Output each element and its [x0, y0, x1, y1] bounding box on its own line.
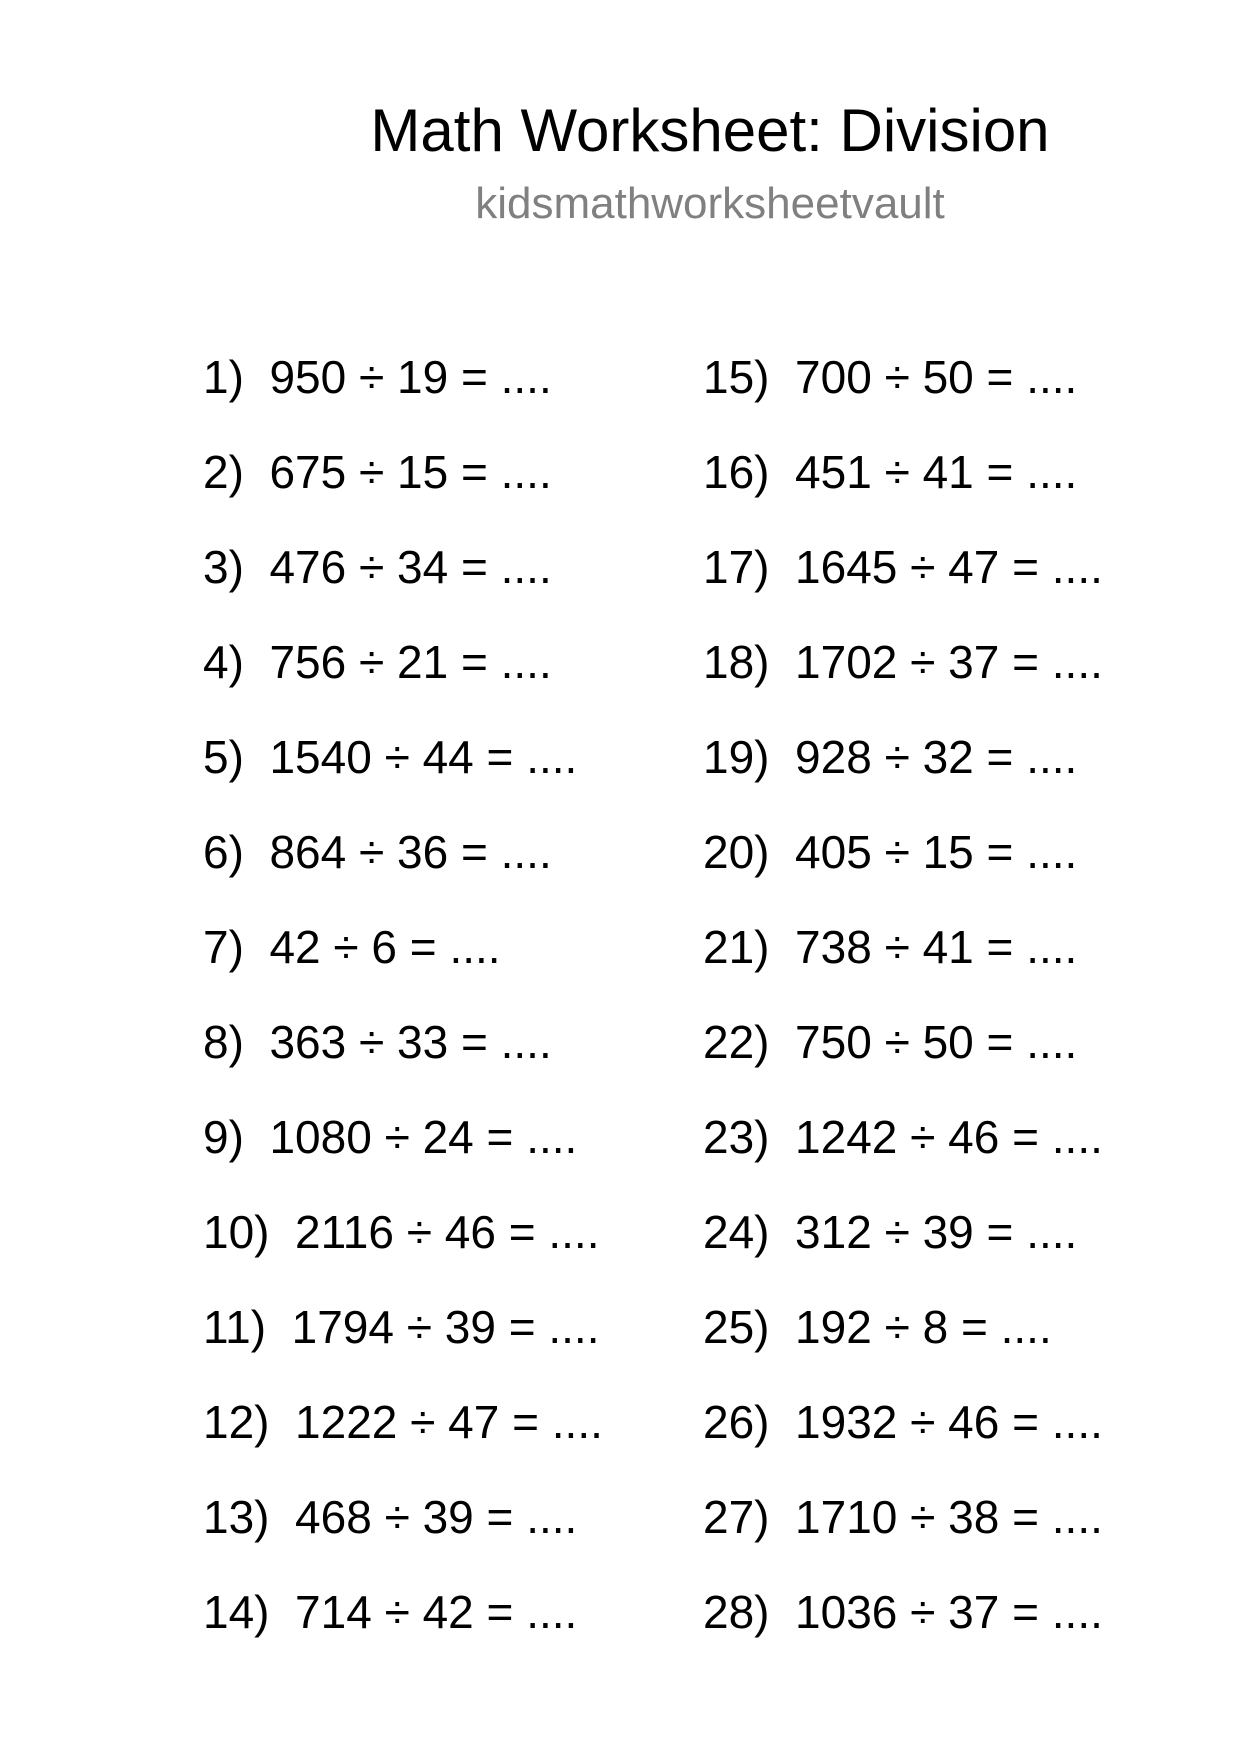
problem-item: 11) 1794 ÷ 39 = .... — [203, 1301, 600, 1353]
problem-item: 16) 451 ÷ 41 = .... — [703, 446, 1078, 498]
problem-item: 2) 675 ÷ 15 = .... — [203, 446, 552, 498]
problem-item: 17) 1645 ÷ 47 = .... — [703, 541, 1103, 593]
problem-item: 26) 1932 ÷ 46 = .... — [703, 1396, 1103, 1448]
problem-item: 5) 1540 ÷ 44 = .... — [203, 731, 578, 783]
problem-item: 10) 2116 ÷ 46 = .... — [203, 1206, 600, 1258]
problem-item: 20) 405 ÷ 15 = .... — [703, 826, 1078, 878]
problem-item: 4) 756 ÷ 21 = .... — [203, 636, 552, 688]
problem-item: 27) 1710 ÷ 38 = .... — [703, 1491, 1103, 1543]
problem-item: 8) 363 ÷ 33 = .... — [203, 1016, 552, 1068]
worksheet-title: Math Worksheet: Division — [370, 97, 1050, 164]
problem-item: 12) 1222 ÷ 47 = .... — [203, 1396, 603, 1448]
problem-item: 7) 42 ÷ 6 = .... — [203, 921, 501, 973]
problem-item: 18) 1702 ÷ 37 = .... — [703, 636, 1103, 688]
problem-item: 23) 1242 ÷ 46 = .... — [703, 1111, 1103, 1163]
problem-item: 1) 950 ÷ 19 = .... — [203, 351, 552, 403]
problem-item: 3) 476 ÷ 34 = .... — [203, 541, 552, 593]
problem-item: 14) 714 ÷ 42 = .... — [203, 1586, 578, 1638]
problem-item: 6) 864 ÷ 36 = .... — [203, 826, 552, 878]
problem-item: 25) 192 ÷ 8 = .... — [703, 1301, 1052, 1353]
problem-item: 9) 1080 ÷ 24 = .... — [203, 1111, 578, 1163]
problem-item: 15) 700 ÷ 50 = .... — [703, 351, 1078, 403]
problem-item: 24) 312 ÷ 39 = .... — [703, 1206, 1078, 1258]
problem-item: 13) 468 ÷ 39 = .... — [203, 1491, 578, 1543]
problem-item: 21) 738 ÷ 41 = .... — [703, 921, 1078, 973]
problems-right-column — [703, 351, 1103, 1681]
worksheet-source: kidsmathworksheetvault — [475, 179, 945, 228]
problem-item: 19) 928 ÷ 32 = .... — [703, 731, 1078, 783]
problems-left-column — [203, 351, 603, 1681]
problem-item: 28) 1036 ÷ 37 = .... — [703, 1586, 1103, 1638]
problem-item: 22) 750 ÷ 50 = .... — [703, 1016, 1078, 1068]
